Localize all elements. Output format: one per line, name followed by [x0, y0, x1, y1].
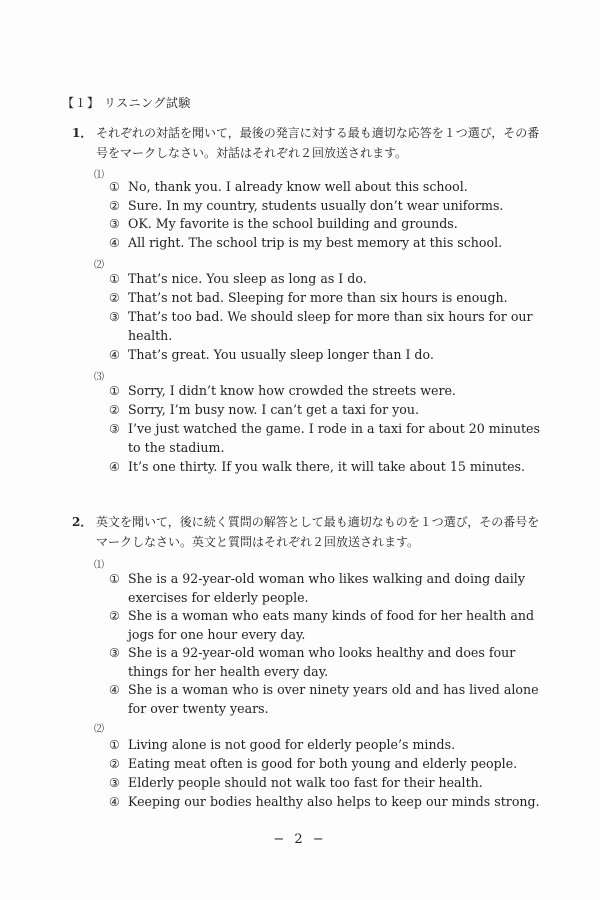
- section-header: 【１】 リスニング試験: [62, 96, 191, 110]
- q1-3-choice-2[interactable]: [109, 401, 549, 420]
- q2-2-choice-4[interactable]: [109, 793, 549, 812]
- choice-text: That’s too bad. We should sleep for more than six hours for our health.: [128, 309, 533, 343]
- q1-1-choice-4[interactable]: [109, 234, 549, 253]
- q1-3-choice-4[interactable]: [109, 458, 549, 477]
- choice-text: Sure. In my country, students usually don’t wear uniforms.: [128, 198, 504, 213]
- choice-mark: ③: [109, 422, 120, 436]
- choice-mark: ③: [109, 776, 120, 790]
- choice-text: That’s nice. You sleep as long as I do.: [128, 271, 367, 286]
- question-2-text: 英文を聞いて，後に続く質問の解答として最も適切なものを１つ選び，その番号をマークしなさい。英文と質問はそれぞれ２回放送されます。: [96, 515, 540, 549]
- choice-mark: ①: [109, 738, 120, 752]
- q1-part-1-label: ⑴: [94, 170, 104, 181]
- choice-mark: ②: [109, 609, 120, 623]
- choice-mark: ②: [109, 291, 120, 305]
- q2-1-choice-4[interactable]: [109, 681, 549, 718]
- q2-part-1-label: ⑴: [94, 560, 104, 571]
- q1-3-choice-1[interactable]: [109, 382, 549, 401]
- choice-text: Living alone is not good for elderly people’s minds.: [128, 737, 456, 752]
- choice-text: She is a 92-year-old woman who looks healthy and does four things for her health every day.: [128, 645, 516, 679]
- choice-mark: ①: [109, 272, 120, 286]
- choice-text: Sorry, I’m busy now. I can’t get a taxi for you.: [128, 402, 419, 417]
- choice-text: Elderly people should not walk too fast for their health.: [128, 775, 483, 790]
- q2-1-choice-3[interactable]: [109, 644, 549, 681]
- q1-1-choice-1[interactable]: [109, 178, 549, 197]
- q1-1-choice-3[interactable]: [109, 215, 549, 234]
- choice-mark: ①: [109, 384, 120, 398]
- choice-text: No, thank you. I already know well about this school.: [128, 179, 468, 194]
- choice-text: I’ve just watched the game. I rode in a taxi for about 20 minutes to the stadium.: [128, 421, 540, 455]
- choice-text: It’s one thirty. If you walk there, it will take about 15 minutes.: [128, 459, 526, 474]
- q2-1-choice-1[interactable]: [109, 570, 549, 607]
- question-2: [72, 512, 546, 552]
- q1-2-choice-4[interactable]: [109, 346, 549, 365]
- q1-part-3-label: ⑶: [94, 372, 104, 383]
- q1-2-choice-3[interactable]: [109, 308, 549, 345]
- choice-text: Eating meat often is good for both young and elderly people.: [128, 756, 518, 771]
- choice-mark: ③: [109, 646, 120, 660]
- question-1-number: 1．: [72, 126, 93, 140]
- choice-text: She is a 92-year-old woman who likes walking and doing daily exercises for elderly people.: [128, 571, 525, 605]
- q1-2-choice-1[interactable]: [109, 270, 549, 289]
- choice-text: That’s great. You usually sleep longer than I do.: [128, 347, 434, 362]
- choice-mark: ④: [109, 683, 120, 697]
- question-1: [72, 123, 546, 163]
- page-number: − 2 −: [273, 832, 327, 847]
- choice-text: That’s not bad. Sleeping for more than six hours is enough.: [128, 290, 508, 305]
- choice-mark: ②: [109, 403, 120, 417]
- question-1-text: それぞれの対話を聞いて，最後の発言に対する最も適切な応答を１つ選び，その番号をマークしなさい。対話はそれぞれ２回放送されます。: [96, 126, 540, 160]
- choice-mark: ②: [109, 199, 120, 213]
- choice-text: She is a woman who is over ninety years old and has lived alone for over twenty years.: [128, 682, 539, 716]
- choice-mark: ④: [109, 795, 120, 809]
- choice-text: She is a woman who eats many kinds of food for her health and jogs for one hour every day.: [128, 608, 535, 642]
- choice-mark: ④: [109, 236, 120, 250]
- q2-1-choice-2[interactable]: [109, 607, 549, 644]
- q1-part-2-label: ⑵: [94, 260, 104, 271]
- choice-text: Sorry, I didn’t know how crowded the streets were.: [128, 383, 456, 398]
- choice-text: All right. The school trip is my best memory at this school.: [128, 235, 503, 250]
- q1-3-choice-3[interactable]: [109, 420, 549, 457]
- q1-2-choice-2[interactable]: [109, 289, 549, 308]
- choice-mark: ②: [109, 757, 120, 771]
- choice-mark: ③: [109, 310, 120, 324]
- choice-text: Keeping our bodies healthy also helps to keep our minds strong.: [128, 794, 540, 809]
- choice-mark: ①: [109, 180, 120, 194]
- choice-mark: ③: [109, 217, 120, 231]
- q2-2-choice-1[interactable]: [109, 736, 549, 755]
- q2-part-2-label: ⑵: [94, 724, 104, 735]
- choice-text: OK. My favorite is the school building and grounds.: [128, 216, 458, 231]
- q1-1-choice-2[interactable]: [109, 197, 549, 216]
- question-2-number: 2．: [72, 515, 93, 529]
- q2-2-choice-3[interactable]: [109, 774, 549, 793]
- choice-mark: ①: [109, 572, 120, 586]
- choice-mark: ④: [109, 460, 120, 474]
- choice-mark: ④: [109, 348, 120, 362]
- q2-2-choice-2[interactable]: [109, 755, 549, 774]
